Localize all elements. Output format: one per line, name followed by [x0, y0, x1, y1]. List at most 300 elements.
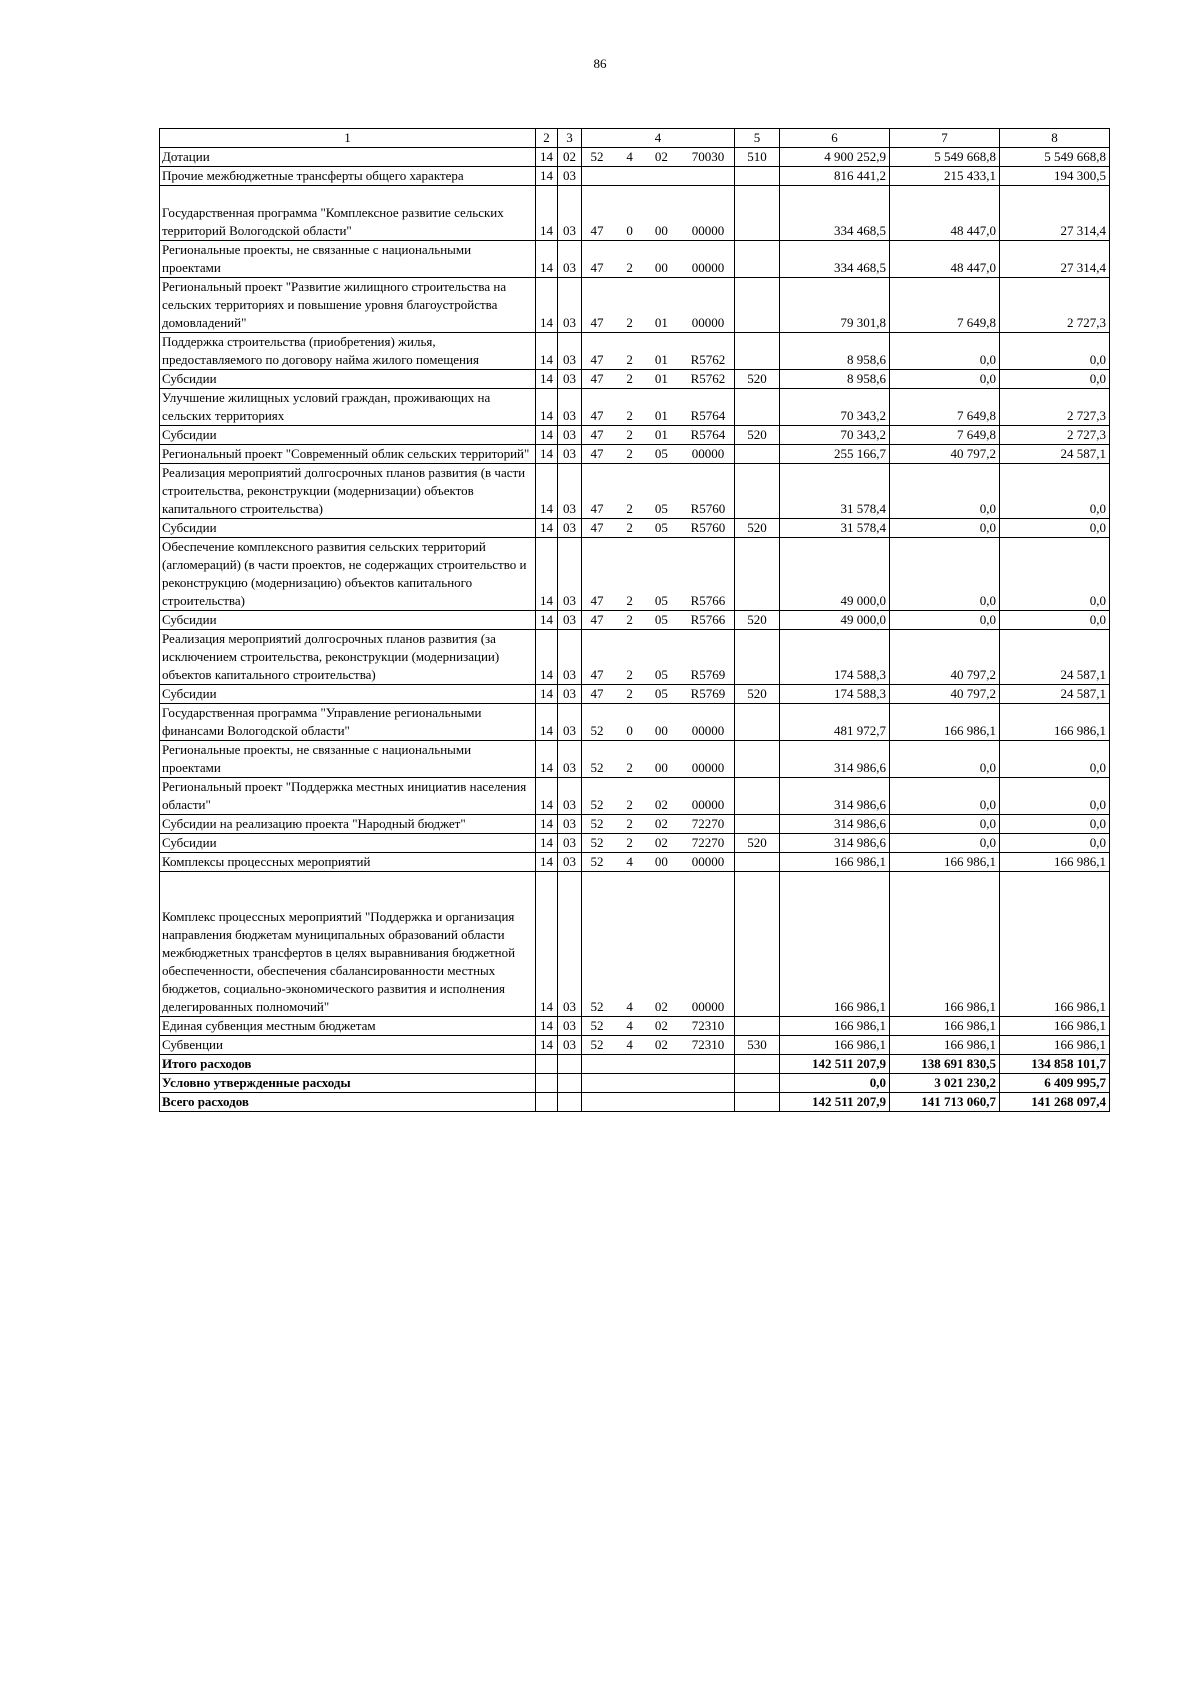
- row-name: [160, 389, 536, 426]
- target-article-code: [582, 1093, 735, 1112]
- amount-col-8: 27 314,4: [1000, 241, 1110, 278]
- expense-type-code: [735, 167, 780, 186]
- amount-col-7: 3 021 230,2: [890, 1074, 1000, 1093]
- expense-type-code: [735, 1055, 780, 1074]
- amount-col-8: 0,0: [1000, 741, 1110, 778]
- subsection-code: 03: [558, 445, 582, 464]
- section-code: 14: [536, 538, 558, 611]
- amount-col-7: 40 797,2: [890, 445, 1000, 464]
- section-code: 14: [536, 704, 558, 741]
- amount-col-7: 166 986,1: [890, 1036, 1000, 1055]
- amount-col-6: 166 986,1: [780, 1036, 890, 1055]
- expense-type-code: 520: [735, 370, 780, 389]
- type-code: 2: [626, 315, 633, 330]
- target-article-code: [582, 1036, 735, 1055]
- subsection-code: 03: [558, 370, 582, 389]
- target-article-code: [582, 464, 735, 519]
- program-code: 52: [590, 760, 604, 775]
- subsection-code: 03: [558, 167, 582, 186]
- section-code: 14: [536, 815, 558, 834]
- element-code: 05: [654, 501, 668, 516]
- amount-col-7: 7 649,8: [890, 278, 1000, 333]
- section-code: 14: [536, 389, 558, 426]
- row-name-text: Реализация мероприятий долгосрочных планов развития (в части строительства, реконструкции (модернизации) объектов капитального строительства): [162, 465, 526, 516]
- direction-code: R5762: [690, 352, 726, 367]
- row-name: [160, 872, 536, 1017]
- type-code: 4: [626, 999, 633, 1014]
- element-code: 01: [654, 427, 668, 442]
- table-header-row: [160, 129, 1110, 148]
- row-name: [160, 278, 536, 333]
- element-code: 02: [654, 1037, 668, 1052]
- subsection-code: 03: [558, 815, 582, 834]
- row-name-text: Единая субвенция местным бюджетам: [162, 1018, 376, 1033]
- amount-col-8: 2 727,3: [1000, 426, 1110, 445]
- direction-code: 72310: [691, 1018, 725, 1033]
- row-name-text: Поддержка строительства (приобретения) жилья, предоставляемого по договору найма жилого помещения: [162, 334, 479, 367]
- amount-col-7: 0,0: [890, 464, 1000, 519]
- target-article-code: [582, 278, 735, 333]
- expense-type-code: [735, 741, 780, 778]
- type-code: 4: [626, 149, 633, 164]
- expense-type-code: 510: [735, 148, 780, 167]
- amount-col-8: 0,0: [1000, 815, 1110, 834]
- row-name: [160, 426, 536, 445]
- program-code: 47: [590, 593, 604, 608]
- row-name-text: Прочие межбюджетные трансферты общего характера: [162, 168, 464, 183]
- amount-col-7: 5 549 668,8: [890, 148, 1000, 167]
- table-row: [160, 1017, 1110, 1036]
- row-name-text: Субсидии: [162, 427, 217, 442]
- target-article-code: [582, 1074, 735, 1093]
- table-row: [160, 167, 1110, 186]
- element-code: 05: [654, 520, 668, 535]
- table-row: [160, 1074, 1110, 1093]
- program-code: 47: [590, 446, 604, 461]
- target-article-code: [582, 630, 735, 685]
- subsection-code: 03: [558, 426, 582, 445]
- program-code: 47: [590, 501, 604, 516]
- table-row: [160, 241, 1110, 278]
- amount-col-8: 0,0: [1000, 611, 1110, 630]
- target-article-code: [582, 1017, 735, 1036]
- target-article-code: [582, 778, 735, 815]
- program-code: 52: [590, 797, 604, 812]
- expense-type-code: [735, 1017, 780, 1036]
- direction-code: 00000: [691, 854, 725, 869]
- type-code: 2: [626, 667, 633, 682]
- expense-type-code: 520: [735, 685, 780, 704]
- table-row: [160, 872, 1110, 1017]
- table-row: [160, 186, 1110, 241]
- table-row: [160, 519, 1110, 538]
- amount-col-6: 816 441,2: [780, 167, 890, 186]
- amount-col-7: 48 447,0: [890, 241, 1000, 278]
- row-name: [160, 611, 536, 630]
- amount-col-8: 0,0: [1000, 778, 1110, 815]
- program-code: 52: [590, 1037, 604, 1052]
- amount-col-8: 2 727,3: [1000, 389, 1110, 426]
- section-code: 14: [536, 370, 558, 389]
- expense-type-code: [735, 853, 780, 872]
- table-row: [160, 704, 1110, 741]
- type-code: 4: [626, 1018, 633, 1033]
- target-article-code: [582, 611, 735, 630]
- row-name: [160, 741, 536, 778]
- amount-col-6: 334 468,5: [780, 241, 890, 278]
- section-code: 14: [536, 778, 558, 815]
- program-code: 52: [590, 723, 604, 738]
- element-code: 02: [654, 797, 668, 812]
- amount-col-8: 24 587,1: [1000, 630, 1110, 685]
- row-name: [160, 630, 536, 685]
- row-name: [160, 1093, 536, 1112]
- expense-type-code: [735, 872, 780, 1017]
- target-article-code: [582, 167, 735, 186]
- direction-code: 00000: [691, 760, 725, 775]
- type-code: 2: [626, 593, 633, 608]
- expense-type-code: 530: [735, 1036, 780, 1055]
- row-name: [160, 167, 536, 186]
- type-code: 2: [626, 427, 633, 442]
- row-name-text: Субвенции: [162, 1037, 223, 1052]
- table-row: [160, 1055, 1110, 1074]
- amount-col-7: 166 986,1: [890, 704, 1000, 741]
- header-col-5: 5: [735, 129, 780, 148]
- row-name-text: Государственная программа "Управление региональными финансами Вологодской области": [162, 705, 482, 738]
- target-article-code: [582, 186, 735, 241]
- table-row: [160, 778, 1110, 815]
- amount-col-7: 7 649,8: [890, 426, 1000, 445]
- row-name: [160, 186, 536, 241]
- amount-col-8: 0,0: [1000, 333, 1110, 370]
- section-code: [536, 1055, 558, 1074]
- section-code: 14: [536, 611, 558, 630]
- amount-col-6: 49 000,0: [780, 611, 890, 630]
- amount-col-6: 142 511 207,9: [780, 1055, 890, 1074]
- amount-col-6: 49 000,0: [780, 538, 890, 611]
- row-name-text: Государственная программа "Комплексное развитие сельских территорий Вологодской области": [162, 205, 504, 238]
- row-name: [160, 370, 536, 389]
- subsection-code: 03: [558, 872, 582, 1017]
- amount-col-8: 24 587,1: [1000, 445, 1110, 464]
- subsection-code: 03: [558, 834, 582, 853]
- element-code: 02: [654, 835, 668, 850]
- subsection-code: 02: [558, 148, 582, 167]
- subsection-code: 03: [558, 538, 582, 611]
- table-row: [160, 1036, 1110, 1055]
- subsection-code: [558, 1055, 582, 1074]
- subsection-code: 03: [558, 519, 582, 538]
- header-col-3: 3: [558, 129, 582, 148]
- type-code: 2: [626, 760, 633, 775]
- expense-type-code: [735, 1074, 780, 1093]
- target-article-code: [582, 148, 735, 167]
- expense-type-code: [735, 815, 780, 834]
- type-code: 2: [626, 501, 633, 516]
- section-code: 14: [536, 872, 558, 1017]
- element-code: 02: [654, 1018, 668, 1033]
- direction-code: 00000: [691, 723, 725, 738]
- target-article-code: [582, 1055, 735, 1074]
- element-code: 01: [654, 315, 668, 330]
- element-code: 00: [654, 223, 668, 238]
- type-code: 2: [626, 816, 633, 831]
- direction-code: R5769: [690, 667, 726, 682]
- subsection-code: 03: [558, 333, 582, 370]
- program-code: 47: [590, 520, 604, 535]
- type-code: 0: [626, 223, 633, 238]
- expense-type-code: [735, 704, 780, 741]
- amount-col-7: 0,0: [890, 815, 1000, 834]
- amount-col-8: 194 300,5: [1000, 167, 1110, 186]
- row-name-text: Субсидии: [162, 835, 217, 850]
- amount-col-7: 48 447,0: [890, 186, 1000, 241]
- section-code: 14: [536, 685, 558, 704]
- amount-col-6: 174 588,3: [780, 630, 890, 685]
- element-code: 01: [654, 408, 668, 423]
- element-code: 05: [654, 612, 668, 627]
- table-row: [160, 685, 1110, 704]
- target-article-code: [582, 426, 735, 445]
- target-article-code: [582, 445, 735, 464]
- row-name-text: Региональный проект "Современный облик сельских территорий": [162, 446, 530, 461]
- target-article-code: [582, 370, 735, 389]
- direction-code: R5766: [690, 612, 726, 627]
- row-name-text: Дотации: [162, 149, 210, 164]
- expense-type-code: [735, 278, 780, 333]
- section-code: 14: [536, 630, 558, 685]
- program-code: 52: [590, 854, 604, 869]
- type-code: 4: [626, 854, 633, 869]
- header-col-1: 1: [160, 129, 536, 148]
- table-row: [160, 611, 1110, 630]
- expense-type-code: 520: [735, 611, 780, 630]
- amount-col-6: 166 986,1: [780, 1017, 890, 1036]
- row-name-text: Условно утвержденные расходы: [162, 1075, 351, 1090]
- row-name: [160, 1017, 536, 1036]
- expense-type-code: 520: [735, 519, 780, 538]
- table-body: [160, 148, 1110, 1112]
- expense-type-code: [735, 333, 780, 370]
- type-code: 0: [626, 723, 633, 738]
- type-code: 2: [626, 260, 633, 275]
- element-code: 00: [654, 854, 668, 869]
- amount-col-8: 166 986,1: [1000, 872, 1110, 1017]
- expense-type-code: 520: [735, 834, 780, 853]
- subsection-code: 03: [558, 1017, 582, 1036]
- program-code: 52: [590, 835, 604, 850]
- amount-col-6: 174 588,3: [780, 685, 890, 704]
- table-row: [160, 370, 1110, 389]
- amount-col-6: 31 578,4: [780, 519, 890, 538]
- row-name-text: Региональные проекты, не связанные с национальными проектами: [162, 242, 472, 275]
- element-code: 02: [654, 999, 668, 1014]
- header-col-4: 4: [582, 129, 735, 148]
- amount-col-6: 79 301,8: [780, 278, 890, 333]
- amount-col-7: 40 797,2: [890, 630, 1000, 685]
- type-code: 2: [626, 520, 633, 535]
- direction-code: 70030: [691, 149, 725, 164]
- budget-table: [159, 128, 1110, 1112]
- amount-col-7: 0,0: [890, 741, 1000, 778]
- amount-col-7: 166 986,1: [890, 1017, 1000, 1036]
- section-code: 14: [536, 741, 558, 778]
- row-name: [160, 1055, 536, 1074]
- target-article-code: [582, 519, 735, 538]
- element-code: 00: [654, 260, 668, 275]
- table-row: [160, 426, 1110, 445]
- amount-col-7: 0,0: [890, 611, 1000, 630]
- section-code: 14: [536, 333, 558, 370]
- type-code: 2: [626, 408, 633, 423]
- amount-col-8: 0,0: [1000, 538, 1110, 611]
- expense-type-code: [735, 1093, 780, 1112]
- subsection-code: 03: [558, 630, 582, 685]
- row-name-text: Субсидии: [162, 686, 217, 701]
- amount-col-6: 334 468,5: [780, 186, 890, 241]
- table-row: [160, 630, 1110, 685]
- amount-col-6: 4 900 252,9: [780, 148, 890, 167]
- table-row: [160, 834, 1110, 853]
- row-name: [160, 834, 536, 853]
- table-row: [160, 148, 1110, 167]
- row-name: [160, 445, 536, 464]
- type-code: 2: [626, 612, 633, 627]
- element-code: 01: [654, 371, 668, 386]
- section-code: 14: [536, 148, 558, 167]
- header-col-8: 8: [1000, 129, 1110, 148]
- target-article-code: [582, 333, 735, 370]
- element-code: 05: [654, 446, 668, 461]
- target-article-code: [582, 815, 735, 834]
- table-row: [160, 741, 1110, 778]
- amount-col-7: 166 986,1: [890, 872, 1000, 1017]
- row-name-text: Субсидии: [162, 371, 217, 386]
- amount-col-7: 215 433,1: [890, 167, 1000, 186]
- row-name-text: Комплекс процессных мероприятий "Поддержка и организация направления бюджетам муниципальных образований области межбюджетных трансфертов в целях выравнивания бюджетной обеспеченности, обеспечения сбалансированности местных бюджетов, социально-экономического развития и исполнения делегированных полномочий": [162, 909, 516, 1014]
- header-col-7: 7: [890, 129, 1000, 148]
- amount-col-7: 7 649,8: [890, 389, 1000, 426]
- expense-type-code: [735, 464, 780, 519]
- program-code: 47: [590, 352, 604, 367]
- amount-col-8: 0,0: [1000, 834, 1110, 853]
- expense-type-code: [735, 445, 780, 464]
- row-name: [160, 685, 536, 704]
- amount-col-8: 2 727,3: [1000, 278, 1110, 333]
- direction-code: 00000: [691, 315, 725, 330]
- subsection-code: 03: [558, 464, 582, 519]
- row-name: [160, 1036, 536, 1055]
- row-name-text: Всего расходов: [162, 1094, 249, 1109]
- direction-code: R5760: [690, 520, 726, 535]
- expense-type-code: [735, 389, 780, 426]
- element-code: 01: [654, 352, 668, 367]
- subsection-code: [558, 1074, 582, 1093]
- amount-col-8: 6 409 995,7: [1000, 1074, 1110, 1093]
- program-code: 47: [590, 427, 604, 442]
- expense-type-code: [735, 186, 780, 241]
- table-row: [160, 815, 1110, 834]
- amount-col-8: 141 268 097,4: [1000, 1093, 1110, 1112]
- section-code: 14: [536, 519, 558, 538]
- subsection-code: 03: [558, 241, 582, 278]
- target-article-code: [582, 389, 735, 426]
- amount-col-7: 0,0: [890, 333, 1000, 370]
- amount-col-8: 24 587,1: [1000, 685, 1110, 704]
- row-name: [160, 853, 536, 872]
- direction-code: R5766: [690, 593, 726, 608]
- amount-col-6: 314 986,6: [780, 815, 890, 834]
- header-col-2: 2: [536, 129, 558, 148]
- amount-col-6: 481 972,7: [780, 704, 890, 741]
- direction-code: 00000: [691, 797, 725, 812]
- subsection-code: 03: [558, 853, 582, 872]
- element-code: 02: [654, 816, 668, 831]
- type-code: 2: [626, 371, 633, 386]
- row-name: [160, 333, 536, 370]
- amount-col-6: 70 343,2: [780, 389, 890, 426]
- program-code: 47: [590, 371, 604, 386]
- program-code: 47: [590, 686, 604, 701]
- amount-col-6: 142 511 207,9: [780, 1093, 890, 1112]
- amount-col-8: 5 549 668,8: [1000, 148, 1110, 167]
- row-name: [160, 464, 536, 519]
- direction-code: 00000: [691, 260, 725, 275]
- element-code: 00: [654, 723, 668, 738]
- table-row: [160, 538, 1110, 611]
- header-col-6: 6: [780, 129, 890, 148]
- expense-type-code: 520: [735, 426, 780, 445]
- table-row: [160, 333, 1110, 370]
- section-code: 14: [536, 241, 558, 278]
- table-row: [160, 278, 1110, 333]
- direction-code: 72310: [691, 1037, 725, 1052]
- table-row: [160, 1093, 1110, 1112]
- amount-col-6: 166 986,1: [780, 853, 890, 872]
- program-code: 47: [590, 315, 604, 330]
- program-code: 47: [590, 612, 604, 627]
- amount-col-6: 31 578,4: [780, 464, 890, 519]
- amount-col-7: 40 797,2: [890, 685, 1000, 704]
- target-article-code: [582, 853, 735, 872]
- amount-col-7: 0,0: [890, 778, 1000, 815]
- row-name-text: Региональные проекты, не связанные с национальными проектами: [162, 742, 472, 775]
- element-code: 00: [654, 760, 668, 775]
- subsection-code: 03: [558, 278, 582, 333]
- subsection-code: 03: [558, 186, 582, 241]
- type-code: 2: [626, 797, 633, 812]
- direction-code: R5762: [690, 371, 726, 386]
- amount-col-7: 138 691 830,5: [890, 1055, 1000, 1074]
- amount-col-7: 141 713 060,7: [890, 1093, 1000, 1112]
- row-name-text: Субсидии: [162, 520, 217, 535]
- subsection-code: 03: [558, 1036, 582, 1055]
- row-name-text: Региональный проект "Поддержка местных инициатив населения области": [162, 779, 527, 812]
- amount-col-7: 0,0: [890, 538, 1000, 611]
- subsection-code: [558, 1093, 582, 1112]
- direction-code: 00000: [691, 446, 725, 461]
- row-name: [160, 815, 536, 834]
- target-article-code: [582, 704, 735, 741]
- amount-col-8: 27 314,4: [1000, 186, 1110, 241]
- table-row: [160, 445, 1110, 464]
- section-code: 14: [536, 445, 558, 464]
- amount-col-6: 8 958,6: [780, 370, 890, 389]
- row-name-text: Обеспечение комплексного развития сельских территорий (агломераций) (в части проектов, не содержащих строительство и реконструкцию (модернизацию) объектов капитального строительства): [162, 539, 527, 608]
- program-code: 52: [590, 149, 604, 164]
- subsection-code: 03: [558, 389, 582, 426]
